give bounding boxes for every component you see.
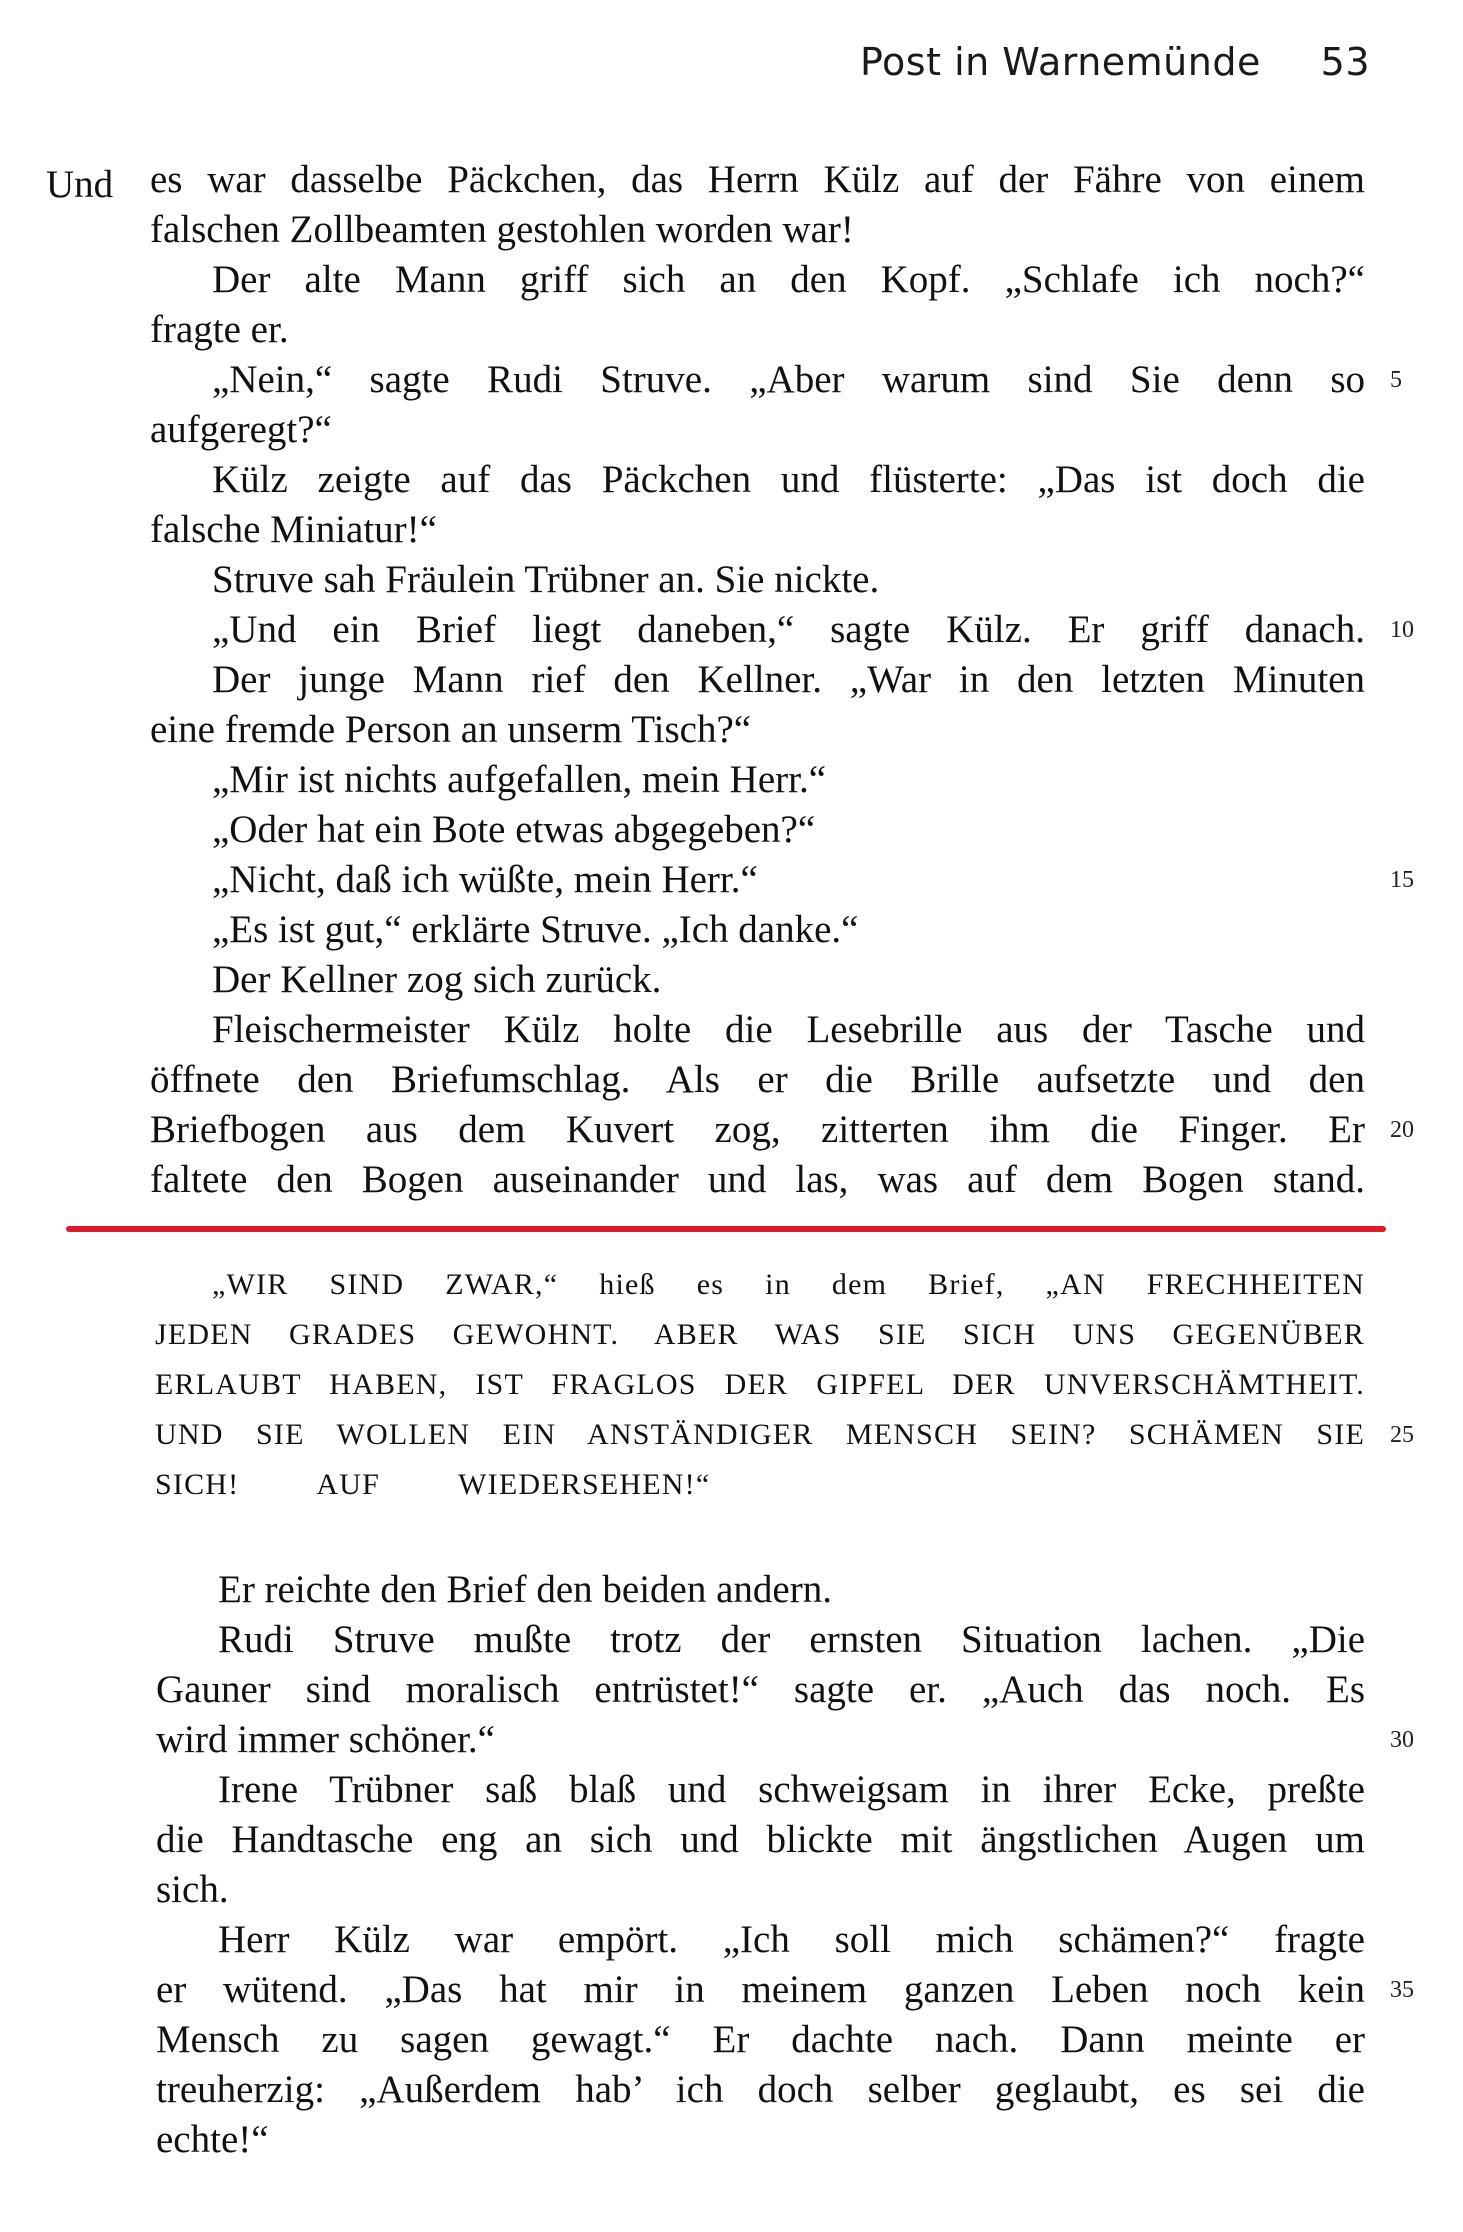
red-divider bbox=[66, 1226, 1386, 1232]
text-line: Külz zeigte auf das Päckchen und flüsterte: „Das ist doch die bbox=[212, 458, 1365, 501]
line-number: 25 bbox=[1390, 1422, 1414, 1448]
text-line: Briefbogen aus dem Kuvert zog, zitterten ihm die Finger. Er bbox=[150, 1108, 1365, 1151]
text-line: aufgeregt?“ bbox=[150, 408, 332, 451]
text-line: öffnete den Briefumschlag. Als er die Brille aufsetzte und den bbox=[150, 1058, 1365, 1101]
text-line: eine fremde Person an unserm Tisch?“ bbox=[150, 708, 752, 751]
text-line: „Es ist gut,“ erklärte Struve. „Ich danke.“ bbox=[212, 908, 859, 951]
text-line: Mensch zu sagen gewagt.“ Er dachte nach. Dann meinte er bbox=[156, 2018, 1365, 2061]
running-head bbox=[860, 40, 1370, 84]
text-line: sich. bbox=[156, 1868, 229, 1911]
text-line: die Handtasche eng an sich und blickte mit ängstlichen Augen um bbox=[156, 1818, 1365, 1861]
line-number: 5 bbox=[1390, 367, 1402, 393]
line-number: 30 bbox=[1390, 1727, 1414, 1753]
letter-line: „WIR SIND ZWAR,“ hieß es in dem Brief, „AN FRECHHEITEN bbox=[212, 1268, 1365, 1301]
line-number: 10 bbox=[1390, 617, 1414, 643]
text-line: Herr Külz war empört. „Ich soll mich schämen?“ fragte bbox=[218, 1918, 1365, 1961]
text-line: Er reichte den Brief den beiden andern. bbox=[218, 1568, 832, 1611]
text-line: falsche Miniatur!“ bbox=[150, 508, 437, 551]
text-line: „Nein,“ sagte Rudi Struve. „Aber warum sind Sie denn so bbox=[212, 358, 1365, 401]
text-line: Struve sah Fräulein Trübner an. Sie nickte. bbox=[212, 558, 880, 601]
text-line: fragte er. bbox=[150, 308, 289, 351]
text-line: Der alte Mann griff sich an den Kopf. „Schlafe ich noch?“ bbox=[212, 258, 1365, 301]
text-line: es war dasselbe Päckchen, das Herrn Külz auf der Fähre von einem bbox=[150, 158, 1365, 201]
text-line: Irene Trübner saß blaß und schweigsam in ihrer Ecke, preßte bbox=[218, 1768, 1365, 1811]
text-line: wird immer schöner.“ bbox=[156, 1718, 495, 1761]
letter-line: SICH! AUF WIEDERSEHEN!“ bbox=[155, 1468, 711, 1501]
text-line: Gauner sind moralisch entrüstet!“ sagte er. „Auch das noch. Es bbox=[156, 1668, 1365, 1711]
running-head-title: Post in Warnemünde bbox=[860, 40, 1261, 84]
text-line: Rudi Struve mußte trotz der ernsten Situation lachen. „Die bbox=[218, 1618, 1365, 1661]
text-line: Der junge Mann rief den Kellner. „War in den letzten Minuten bbox=[212, 658, 1365, 701]
text-line: er wütend. „Das hat mir in meinem ganzen Leben noch kein bbox=[156, 1968, 1365, 2011]
text-line: echte!“ bbox=[156, 2118, 269, 2161]
page-number: 53 bbox=[1320, 40, 1370, 84]
text-line: Der Kellner zog sich zurück. bbox=[212, 958, 662, 1001]
line-number: 35 bbox=[1390, 1977, 1414, 2003]
text-line: Fleischermeister Külz holte die Lesebrille aus der Tasche und bbox=[212, 1008, 1365, 1051]
text-line: faltete den Bogen auseinander und las, was auf dem Bogen stand. bbox=[150, 1158, 1365, 1201]
line-number: 20 bbox=[1390, 1117, 1414, 1143]
line-number: 15 bbox=[1390, 867, 1414, 893]
letter-line: ERLAUBT HABEN, IST FRAGLOS DER GIPFEL DER UNVERSCHÄMTHEIT. bbox=[155, 1368, 1365, 1401]
text-line: „Und ein Brief liegt daneben,“ sagte Külz. Er griff danach. bbox=[212, 608, 1365, 651]
letter-line: JEDEN GRADES GEWOHNT. ABER WAS SIE SICH UNS GEGENÜBER bbox=[155, 1318, 1365, 1351]
margin-word: Und bbox=[46, 163, 114, 206]
letter-line: UND SIE WOLLEN EIN ANSTÄNDIGER MENSCH SEIN? SCHÄMEN SIE bbox=[155, 1418, 1365, 1451]
text-line: „Mir ist nichts aufgefallen, mein Herr.“ bbox=[212, 758, 827, 801]
text-line: treuherzig: „Außerdem hab’ ich doch selber geglaubt, es sei die bbox=[156, 2068, 1365, 2111]
text-line: „Oder hat ein Bote etwas abgegeben?“ bbox=[212, 808, 816, 851]
text-line: falschen Zollbeamten gestohlen worden war! bbox=[150, 208, 854, 251]
text-line: „Nicht, daß ich wüßte, mein Herr.“ bbox=[212, 858, 758, 901]
